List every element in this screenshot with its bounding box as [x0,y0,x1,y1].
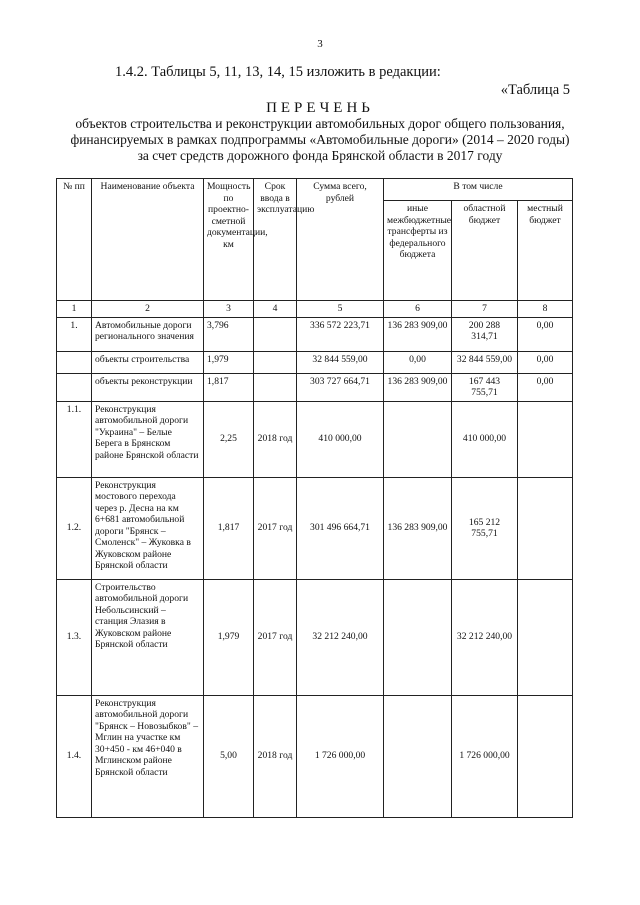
table-row [57,351,573,373]
document-title: ПЕРЕЧЕНЬ [266,100,374,116]
row-fed [384,695,452,817]
col-number: 5 [297,301,384,318]
col-number: 1 [57,301,92,318]
row-term: 2018 год [254,401,297,477]
row-regional: 32 844 559,00 [452,351,518,373]
row-local: 0,00 [518,351,573,373]
table-row [57,401,573,477]
row-regional: 1 726 000,00 [452,695,518,817]
objects-table [56,178,573,818]
header-row [57,179,573,201]
row-local [518,579,573,695]
row-name: Автомобильные дороги регионального значения [92,317,204,351]
row-local [518,401,573,477]
col-number: 4 [254,301,297,318]
row-num: 1.1. [57,401,92,477]
table-row [57,695,573,817]
column-number-row [57,301,573,318]
col-number: 3 [204,301,254,318]
header-capacity: Мощность по проектно-сметной документации, км [204,179,254,301]
header-local: местный бюджет [518,201,573,301]
row-total: 1 726 000,00 [297,695,384,817]
header-term: Срок ввода в эксплуатацию [254,179,297,301]
row-total: 32 844 559,00 [297,351,384,373]
row-fed: 0,00 [384,351,452,373]
row-capacity: 1,979 [204,351,254,373]
col-number: 6 [384,301,452,318]
row-total: 410 000,00 [297,401,384,477]
row-capacity: 2,25 [204,401,254,477]
row-num: 1. [57,317,92,351]
row-regional: 165 212 755,71 [452,477,518,579]
row-local [518,477,573,579]
row-regional: 167 443 755,71 [452,373,518,401]
header-including: В том числе [384,179,573,201]
row-term [254,317,297,351]
row-num: 1.2. [57,477,92,579]
row-regional: 200 288 314,71 [452,317,518,351]
header-total: Сумма всего, рублей [297,179,384,301]
row-term: 2018 год [254,695,297,817]
row-name: Реконструкция мостового перехода через р. Десна на км 6+681 автомобильной дороги "Брянск – Смоленск" – Жуковка в Жуковском районе Брянской области [92,477,204,579]
page-number: 3 [317,38,323,50]
row-name: Реконструкция автомобильной дороги "Украина" – Белые Берега в Брянском районе Брянской области [92,401,204,477]
document-subtitle: объектов строительства и реконструкции автомобильных дорог общего пользования, финансируемых в рамках подпрограммы «Автомобильные дороги» (2014 – 2020 годы) за счет средств дорожного фонда Брянской области в 2017 году [70,116,570,163]
row-fed: 136 283 909,00 [384,373,452,401]
col-number: 8 [518,301,573,318]
row-term [254,373,297,401]
row-name: объекты реконструкции [92,373,204,401]
row-num: 1.3. [57,579,92,695]
row-name: Реконструкция автомобильной дороги "Брянск – Новозыбков" – Мглин на участке км 30+450 - км 46+040 в Мглинском районе Брянской области [92,695,204,817]
row-total: 301 496 664,71 [297,477,384,579]
table-row [57,477,573,579]
header-regional: областной бюджет [452,201,518,301]
intro-line: 1.4.2. Таблицы 5, 11, 13, 14, 15 изложить в редакции: [115,64,441,80]
header-name: Наименование объекта [92,179,204,301]
header-fed: иные межбюджетные трансферты из федерального бюджета [384,201,452,301]
col-number: 2 [92,301,204,318]
row-regional: 32 212 240,00 [452,579,518,695]
row-capacity: 3,796 [204,317,254,351]
row-num [57,351,92,373]
row-local: 0,00 [518,317,573,351]
table-row [57,317,573,351]
row-term: 2017 год [254,477,297,579]
row-term [254,351,297,373]
row-local: 0,00 [518,373,573,401]
row-name: объекты строительства [92,351,204,373]
row-total: 336 572 223,71 [297,317,384,351]
row-capacity: 1,817 [204,477,254,579]
row-total: 32 212 240,00 [297,579,384,695]
row-fed [384,401,452,477]
col-number: 7 [452,301,518,318]
table-row [57,373,573,401]
table-reference: «Таблица 5 [500,82,570,98]
table-row [57,579,573,695]
row-capacity: 1,979 [204,579,254,695]
row-fed [384,579,452,695]
row-local [518,695,573,817]
row-regional: 410 000,00 [452,401,518,477]
row-fed: 136 283 909,00 [384,317,452,351]
row-term: 2017 год [254,579,297,695]
header-num: № пп [57,179,92,301]
row-num [57,373,92,401]
row-name: Строительство автомобильной дороги Небольсинский – станция Элазия в Жуковском районе Брянской области [92,579,204,695]
row-capacity: 1,817 [204,373,254,401]
row-num: 1.4. [57,695,92,817]
row-total: 303 727 664,71 [297,373,384,401]
row-fed: 136 283 909,00 [384,477,452,579]
row-capacity: 5,00 [204,695,254,817]
